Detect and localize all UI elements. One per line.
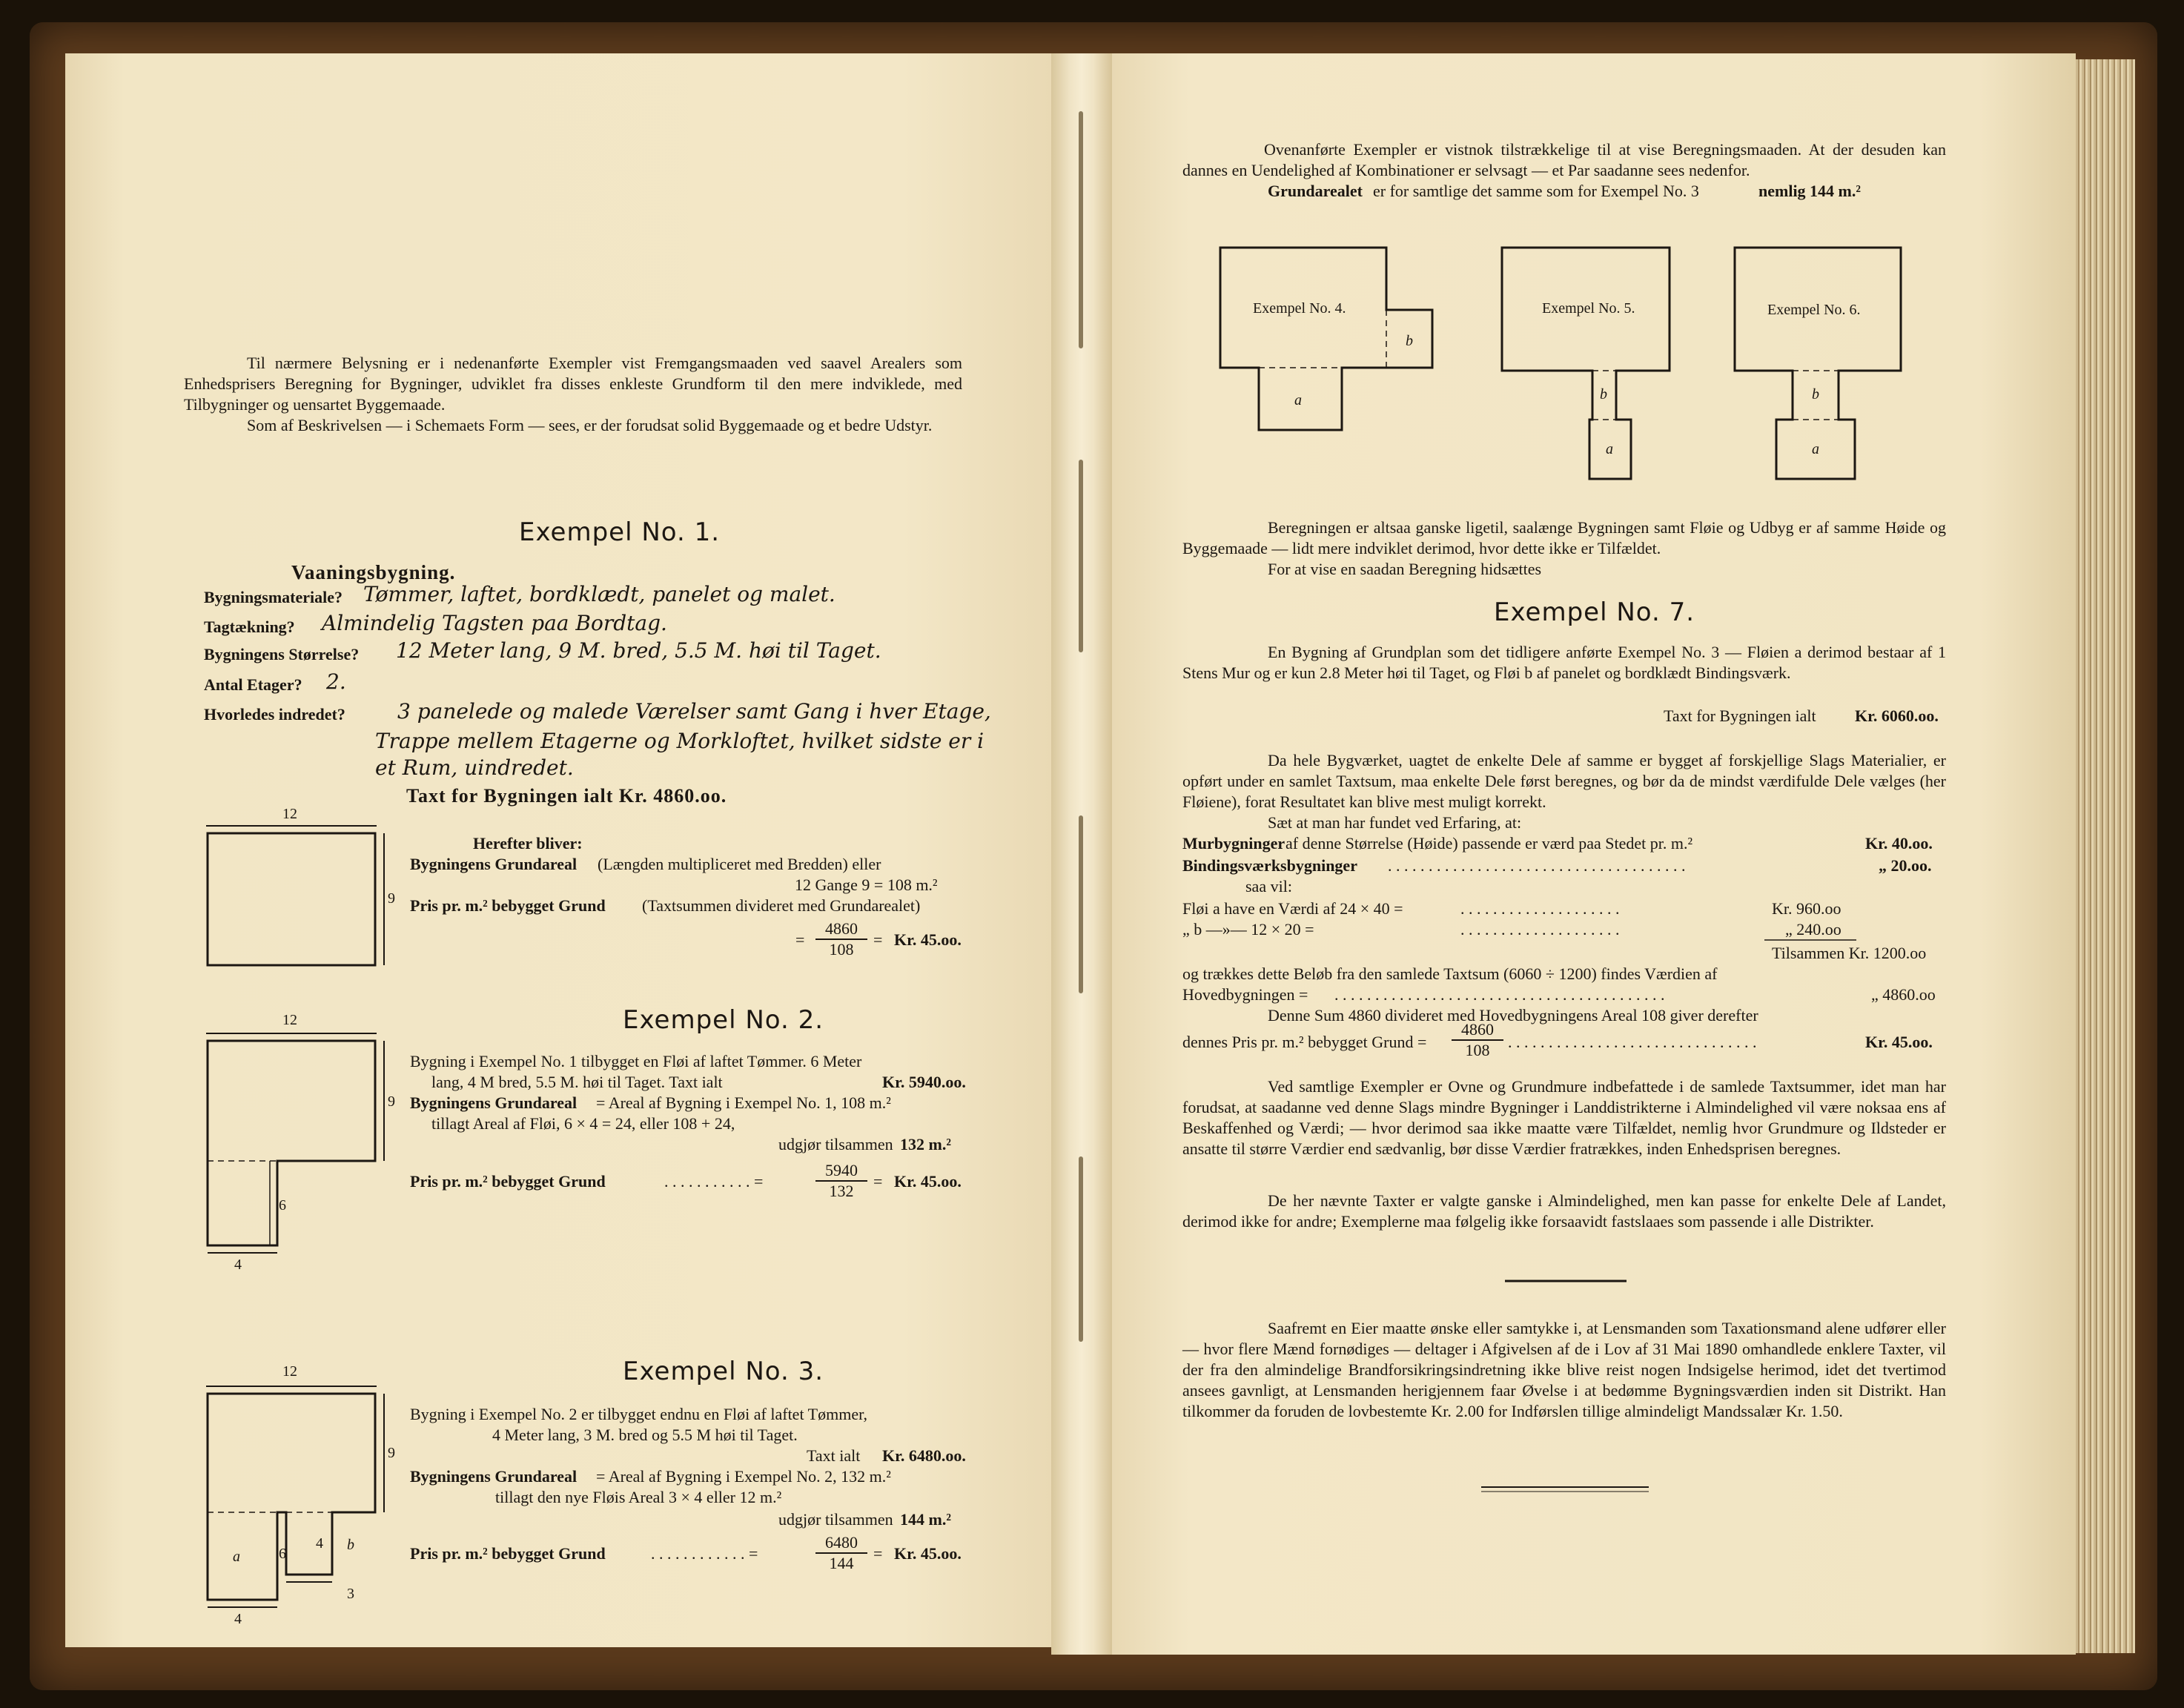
ex1-grund-label: Bygningens Grundareal bbox=[410, 855, 578, 873]
ex3-dim-wing: 6 bbox=[279, 1546, 286, 1562]
ex7-floi-a-val: Kr. 960.oo bbox=[1772, 899, 1841, 918]
ex3-pris-label: Pris pr. m.² bebygget Grund bbox=[410, 1544, 606, 1563]
ex1-dim-side: 9 bbox=[388, 890, 395, 907]
ex3-equals: = bbox=[873, 1544, 883, 1563]
ex2-equals: = bbox=[873, 1172, 883, 1191]
diagram-ex5-a: a bbox=[1606, 441, 1613, 457]
ex1-label-etager: Antal Etager? bbox=[204, 675, 302, 694]
ex1-herefter: Herefter bliver: bbox=[473, 834, 583, 853]
ex7-mur-label: Murbygninger bbox=[1182, 834, 1285, 853]
left-page bbox=[65, 53, 1051, 1647]
ex3-line-1: Bygning i Exempel No. 2 er tilbygget endnu en Fløi af laftet Tømmer, bbox=[410, 1405, 868, 1423]
ex1-value-tag: Almindelig Tagsten paa Bordtag. bbox=[322, 611, 667, 635]
ex2-udgjor-val: 132 m.² bbox=[900, 1135, 951, 1153]
diagram-ex4-a: a bbox=[1294, 392, 1302, 408]
ex3-grund-label: Bygningens Grundareal bbox=[410, 1467, 578, 1486]
right-para6: Saafremt en Eier maatte ønske eller samtykke i, at Lensmanden som Taxationsmand alene udfører eller — hvor flere Mænd fornødiges — deltager i Afgivelsen af de i Lov af 31 Mai 1890 omhandlede enklere Taxter, vil der fra den almindelige Brandforsikringsindretning ikke blive reist nogen Indsigelse herimod, idet det tvertimod ansees gavnligt, at Lensmanden herigjennem faar Øvelse i at bedømme Bygningsværdien inden sit Distrikt. Han tilkommer da foruden de lovbestemte Kr. 2.00 for Indførslen tillige almindeligt Mandssalær Kr. 1.50. bbox=[1182, 1319, 1946, 1420]
ex2-frac-num: 5940 bbox=[815, 1161, 867, 1182]
ex7-result: Kr. 45.oo. bbox=[1865, 1033, 1933, 1051]
ex1-result: Kr. 45.oo. bbox=[894, 930, 962, 949]
ex3-label-a: a bbox=[233, 1549, 240, 1565]
grund-end: nemlig 144 m.² bbox=[1758, 182, 1861, 200]
ex7-taxt: Kr. 6060.oo. bbox=[1855, 706, 1939, 725]
right-para2-b: For at vise en saadan Beregning hidsættes bbox=[1268, 560, 1542, 578]
ex3-dots: . . . . . . . . . . . . = bbox=[651, 1544, 758, 1563]
ex2-udgjor: udgjør tilsammen bbox=[778, 1135, 893, 1153]
diagram-ex6-a: a bbox=[1812, 441, 1819, 457]
right-para5: De her nævnte Taxter er valgte ganske i Almindelighed, men kan passe for enkelte Dele af Landet, derimod ikke for andre; Exemplerne maa følgelig ikke forsaavidt fastslaaes som passende i alle Distrikter. bbox=[1182, 1191, 1946, 1231]
ex7-mur-val: Kr. 40.oo. bbox=[1865, 834, 1933, 853]
ex3-frac-num: 6480 bbox=[815, 1533, 867, 1554]
ex1-value-size: 12 Meter lang, 9 M. bred, 5.5 M. høi til Taget. bbox=[396, 638, 881, 663]
diagram-ex5-b: b bbox=[1600, 386, 1607, 403]
ex3-taxt-label: Taxt ialt bbox=[807, 1446, 861, 1465]
ex2-grund-line2: tillagt Areal af Fløi, 6 × 4 = 24, eller 108 + 24, bbox=[431, 1114, 735, 1133]
grund-mid: er for samtlige det samme som for Exempel No. 3 bbox=[1373, 182, 1699, 200]
ex7-bind-dots: . . . . . . . . . . . . . . . . . . . . . . . . . . . . . . . . . . . . . bbox=[1388, 856, 1686, 875]
ex3-frac-den: 144 bbox=[829, 1554, 854, 1572]
ex7-floi-b: „ b —»— 12 × 20 = bbox=[1182, 920, 1314, 939]
ex1-label-tag: Tagtækning? bbox=[204, 618, 295, 636]
ex3-label-b: b bbox=[347, 1537, 354, 1553]
ex1-indredet-cont-1: Trappe mellem Etagerne og Morkloftet, hvilket sidste er i bbox=[375, 729, 985, 753]
ex2-line-2: lang, 4 M bred, 5.5 M. høi til Taget. Taxt ialt bbox=[431, 1073, 723, 1091]
ex1-indredet-cont-2: et Rum, uindredet. bbox=[375, 755, 574, 780]
ex7-pris: dennes Pris pr. m.² bebygget Grund = bbox=[1182, 1033, 1427, 1051]
ex2-dim-bottom: 4 bbox=[234, 1257, 242, 1273]
ex7-hoved-val: „ 4860.oo bbox=[1871, 985, 1936, 1004]
binding-thread bbox=[1079, 815, 1083, 993]
ex1-taxt: Taxt for Bygningen ialt Kr. 4860.oo. bbox=[406, 785, 727, 807]
ex1-grund-text: (Længden multipliceret med Bredden) eller bbox=[598, 855, 881, 873]
ex7-para: En Bygning af Grundplan som det tidligere anførte Exempel No. 3 — Fløien a derimod bestaar af 1 Stens Mur og er kun 2.8 Meter høi til Taget, og Fløi b af panelet og bordklædt Bindingsværk. bbox=[1182, 643, 1946, 682]
ex7-hoved: Hovedbygningen = bbox=[1182, 985, 1308, 1004]
ex3-line-2: 4 Meter lang, 3 M. bred og 5.5 M høi til Taget. bbox=[492, 1426, 798, 1444]
ex1-value-indredet: 3 panelede og malede Værelser samt Gang i hver Etage, bbox=[397, 699, 991, 724]
ex7-taxt-label: Taxt for Bygningen ialt bbox=[1664, 706, 1816, 725]
ex7-mur-text: af denne Størrelse (Høide) passende er værd paa Stedet pr. m.² bbox=[1285, 834, 1693, 853]
ex1-frac-den: 108 bbox=[829, 940, 854, 959]
ex2-line-1: Bygning i Exempel No. 1 tilbygget en Fløi af laftet Tømmer. 6 Meter bbox=[410, 1052, 862, 1070]
ex7-frac-num: 4860 bbox=[1452, 1020, 1503, 1041]
grund-bold: Grundarealet bbox=[1268, 182, 1363, 200]
ex7-floi-b-dots: . . . . . . . . . . . . . . . . . . . . bbox=[1460, 920, 1620, 939]
ex1-pris-text: (Taxtsummen divideret med Grundarealet) bbox=[642, 896, 921, 915]
ex2-dim-wing: 6 bbox=[279, 1197, 286, 1214]
ex3-fraction bbox=[815, 1533, 867, 1573]
diagram-ex5-label: Exempel No. 5. bbox=[1542, 300, 1635, 317]
ex3-dim-wing2: 4 bbox=[316, 1535, 323, 1552]
ex1-frac-num: 4860 bbox=[815, 919, 867, 940]
ex7-title: Exempel No. 7. bbox=[1494, 598, 1695, 627]
ex1-value-material: Tømmer, laftet, bordklædt, panelet og malet. bbox=[363, 582, 835, 606]
binding-thread bbox=[1079, 460, 1083, 652]
diagram-ex4-b: b bbox=[1406, 333, 1413, 349]
ex7-hoved-dots: . . . . . . . . . . . . . . . . . . . . . . . . . . . . . . . . . . . . . . . . . bbox=[1334, 985, 1665, 1004]
ex2-title: Exempel No. 2. bbox=[623, 1005, 824, 1035]
ex1-equals-2: = bbox=[873, 930, 883, 949]
right-para4: Ved samtlige Exempler er Ovne og Grundmure indbefattede i de samlede Taxtsummer, idet man har forudsat, at saadanne ved denne Slags mindre Bygninger i Landdistrikterne i Almindelighed vil være noksaa ens af Beskaffenhed og Værdi; — hvor derimod saa ikke maatte være Tilfældet, nemlig hvor Grundmure og Ildsteder er ansatte til større Værdier end sædvanlig, bør disse Værdier fratrækkes, inden Enhedsprisen beregnes. bbox=[1182, 1077, 1946, 1158]
right-intro: Ovenanførte Exempler er vistnok tilstrækkelige til at vise Beregningsmaaden. At der desuden kan dannes en Uendelighed af Kombinationer er selvsagt — et Par saadanne sees nedenfor. bbox=[1182, 140, 1946, 179]
ex1-label-indredet: Hvorledes indredet? bbox=[204, 705, 345, 724]
ex2-frac-den: 132 bbox=[829, 1182, 854, 1200]
ex7-frac-den: 108 bbox=[1465, 1041, 1490, 1059]
ex3-dim-bottom2: 3 bbox=[347, 1586, 354, 1602]
ex1-dim-top: 12 bbox=[282, 806, 297, 822]
ex1-title: Exempel No. 1. bbox=[519, 517, 721, 547]
left-intro-1: Til nærmere Belysning er i nedenanførte Exempler vist Fremgangsmaaden ved saavel Arealers som Enhedsprisers Beregning for Bygninger, udviklet fra disses enkleste Grundform til den mere indviklede, med Tilbygninger og uensartet Byggemaade. bbox=[184, 354, 962, 414]
ex7-floi-a: Fløi a have en Værdi af 24 × 40 = bbox=[1182, 899, 1403, 918]
ex1-pris-label: Pris pr. m.² bebygget Grund bbox=[410, 896, 606, 915]
ex1-label-material: Bygningsmateriale? bbox=[204, 588, 343, 606]
binding-thread bbox=[1079, 1156, 1083, 1342]
ex3-dim-bottom: 4 bbox=[234, 1611, 242, 1627]
ex2-pris-label: Pris pr. m.² bebygget Grund bbox=[410, 1172, 606, 1191]
ex7-saa-vil: saa vil: bbox=[1245, 877, 1292, 896]
ex1-subtitle: Vaaningsbygning. bbox=[291, 561, 456, 583]
ex7-bind-val: „ 20.oo. bbox=[1879, 856, 1932, 875]
ex7-pris-dots: . . . . . . . . . . . . . . . . . . . . . . . . . . . . . . . bbox=[1508, 1033, 1757, 1051]
left-intro-2: Som af Beskrivelsen — i Schemaets Form — sees, er der forudsat solid Byggemaade og et bedre Udstyr. bbox=[247, 416, 933, 434]
ex7-para3: Sæt at man har fundet ved Erfaring, at: bbox=[1268, 813, 1522, 832]
ex2-grund-label: Bygningens Grundareal bbox=[410, 1093, 578, 1112]
ex1-value-etager: 2. bbox=[326, 669, 346, 694]
ex1-label-size: Bygningens Størrelse? bbox=[204, 645, 360, 663]
ex2-dim-top: 12 bbox=[282, 1012, 297, 1028]
ex1-equals: = bbox=[795, 930, 805, 949]
ex2-taxt: Kr. 5940.oo. bbox=[882, 1073, 966, 1091]
diagram-ex6-label: Exempel No. 6. bbox=[1767, 302, 1861, 318]
ex3-grund-line2: tillagt den nye Fløis Areal 3 × 4 eller 12 m.² bbox=[495, 1488, 782, 1506]
ex3-taxt: Kr. 6480.oo. bbox=[882, 1446, 966, 1465]
right-para2: Beregningen er altsaa ganske ligetil, saalænge Bygningen samt Fløie og Udbyg er af samme Høide og Byggemaade — lidt mere indviklet derimod, hvor dette ikke er Tilfældet. bbox=[1182, 518, 1946, 557]
ex3-title: Exempel No. 3. bbox=[623, 1357, 824, 1386]
ex3-dim-side: 9 bbox=[388, 1445, 395, 1461]
ex7-denne: Denne Sum 4860 divideret med Hovedbygningens Areal 108 giver derefter bbox=[1268, 1006, 1758, 1025]
ex7-traekkes: og trækkes dette Beløb fra den samlede Taxtsum (6060 ÷ 1200) findes Værdien af bbox=[1182, 964, 1718, 983]
ex3-grund-text: = Areal af Bygning i Exempel No. 2, 132 m.² bbox=[596, 1467, 891, 1486]
page-edges bbox=[2076, 59, 2135, 1653]
ex7-floi-a-dots: . . . . . . . . . . . . . . . . . . . . bbox=[1460, 899, 1620, 918]
binding-thread bbox=[1079, 111, 1083, 348]
ex3-result: Kr. 45.oo. bbox=[894, 1544, 962, 1563]
ex3-dim-top: 12 bbox=[282, 1363, 297, 1380]
ex7-bind-label: Bindingsværksbygninger bbox=[1182, 856, 1357, 875]
ex2-dim-side: 9 bbox=[388, 1093, 395, 1110]
diagram-ex6-b: b bbox=[1812, 386, 1819, 403]
ex2-dots: . . . . . . . . . . . = bbox=[664, 1172, 764, 1191]
diagram-ex4-label: Exempel No. 4. bbox=[1253, 300, 1346, 317]
ex2-grund-text: = Areal af Bygning i Exempel No. 1, 108 m.² bbox=[596, 1093, 891, 1112]
ex7-floi-b-val: „ 240.oo bbox=[1785, 920, 1841, 939]
ex3-udgjor-val: 144 m.² bbox=[900, 1510, 951, 1529]
ex7-tilsammen: Tilsammen Kr. 1200.oo bbox=[1772, 944, 1927, 962]
ex2-result: Kr. 45.oo. bbox=[894, 1172, 962, 1191]
ex1-grund-calc: 12 Gange 9 = 108 m.² bbox=[795, 875, 938, 894]
ex3-udgjor: udgjør tilsammen bbox=[778, 1510, 893, 1529]
ex7-para2: Da hele Bygværket, uagtet de enkelte Dele af samme er bygget af forskjellige Slags Materialier, er opført under en samlet Taxtsum, maa enkelte Dele først beregnes, og bør da de mindst værdifulde Dele vælges (her Fløiene), forat Resultatet kan blive mest muligt korrekt. bbox=[1182, 751, 1946, 811]
right-page bbox=[1112, 53, 2076, 1655]
